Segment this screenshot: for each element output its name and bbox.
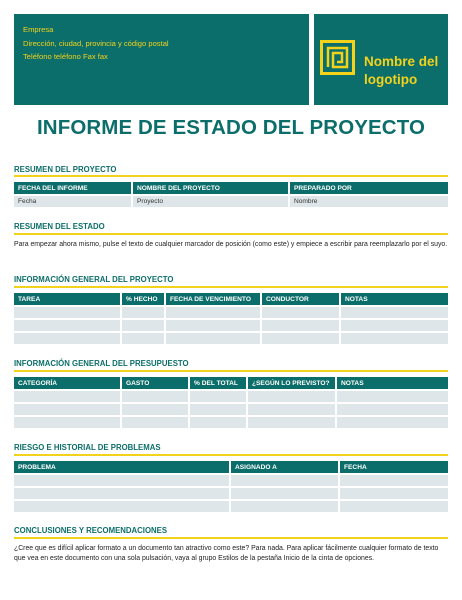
project-header-due: FECHA DE VENCIMIENTO <box>165 293 261 306</box>
budget-header-expense: GASTO <box>121 377 189 390</box>
project-table <box>14 293 448 344</box>
summary-date-cell[interactable]: Fecha <box>14 195 132 207</box>
table-row <box>14 319 448 332</box>
budget-table <box>14 377 448 428</box>
company-name[interactable]: Empresa <box>23 25 54 34</box>
status-heading[interactable]: RESUMEN DEL ESTADO <box>14 222 105 231</box>
company-phone[interactable]: Teléfono teléfono Fax fax <box>23 52 108 61</box>
risk-header-date: FECHA <box>339 461 448 474</box>
risk-heading[interactable]: RIESGO E HISTORIAL DE PROBLEMAS <box>14 443 161 452</box>
status-text[interactable]: Para empezar ahora mismo, pulse el texto de cualquier marcador de posición (como este) y empiece a escribir para reemplazarlo por el suyo. <box>14 241 448 248</box>
page-title[interactable]: INFORME DE ESTADO DEL PROYECTO <box>37 116 425 139</box>
logo-text <box>364 53 438 89</box>
budget-divider <box>14 370 448 372</box>
budget-header-notes: NOTAS <box>336 377 448 390</box>
risk-divider <box>14 454 448 456</box>
summary-divider <box>14 175 448 177</box>
status-divider <box>14 233 448 235</box>
project-header-task: TAREA <box>14 293 121 306</box>
table-row <box>14 390 448 403</box>
summary-table <box>14 182 448 207</box>
company-address[interactable]: Dirección, ciudad, provincia y código postal <box>23 39 169 48</box>
conclusions-text[interactable]: ¿Cree que es difícil aplicar formato a un documento tan atractivo como este? Para nada. Para aplicar fácilmente cualquier formato de texto que vea en este documento con una sola pulsación, vaya al grupo Estilos de la pestaña Inicio de la cinta de opciones. <box>14 545 439 562</box>
table-row <box>14 416 448 428</box>
budget-header-category: CATEGORÍA <box>14 377 121 390</box>
summary-header-prepared: PREPARADO POR <box>289 182 448 195</box>
table-row <box>14 474 448 487</box>
conclusions-heading[interactable]: CONCLUSIONES Y RECOMENDACIONES <box>14 526 168 535</box>
risk-header-problem: PROBLEMA <box>14 461 230 474</box>
conclusions-divider <box>14 537 448 539</box>
project-header-done: % HECHO <box>121 293 165 306</box>
company-header <box>14 14 309 105</box>
risk-table <box>14 461 448 512</box>
table-row <box>14 332 448 344</box>
budget-heading[interactable]: INFORMACIÓN GENERAL DEL PRESUPUESTO <box>14 359 189 368</box>
table-row <box>14 403 448 416</box>
logo-text-line1: Nombre del <box>364 54 439 69</box>
project-header-notes: NOTAS <box>340 293 448 306</box>
project-header-driver: CONDUCTOR <box>261 293 340 306</box>
logo-placeholder[interactable] <box>314 14 448 105</box>
budget-header-percent: % DEL TOTAL <box>189 377 247 390</box>
summary-project-cell[interactable]: Proyecto <box>132 195 289 207</box>
summary-header-date: FECHA DEL INFORME <box>14 182 132 195</box>
table-row <box>14 500 448 512</box>
maze-logo-icon <box>320 40 355 75</box>
risk-header-assigned: ASIGNADO A <box>230 461 339 474</box>
budget-header-on-plan: ¿SEGÚN LO PREVISTO? <box>247 377 336 390</box>
project-divider <box>14 286 448 288</box>
logo-text-line2: logotipo <box>364 72 418 87</box>
summary-heading[interactable]: RESUMEN DEL PROYECTO <box>14 165 117 174</box>
summary-header-name: NOMBRE DEL PROYECTO <box>132 182 289 195</box>
table-row <box>14 306 448 319</box>
table-row <box>14 487 448 500</box>
summary-author-cell[interactable]: Nombre <box>289 195 448 207</box>
table-row <box>14 195 448 207</box>
project-heading[interactable]: INFORMACIÓN GENERAL DEL PROYECTO <box>14 275 174 284</box>
